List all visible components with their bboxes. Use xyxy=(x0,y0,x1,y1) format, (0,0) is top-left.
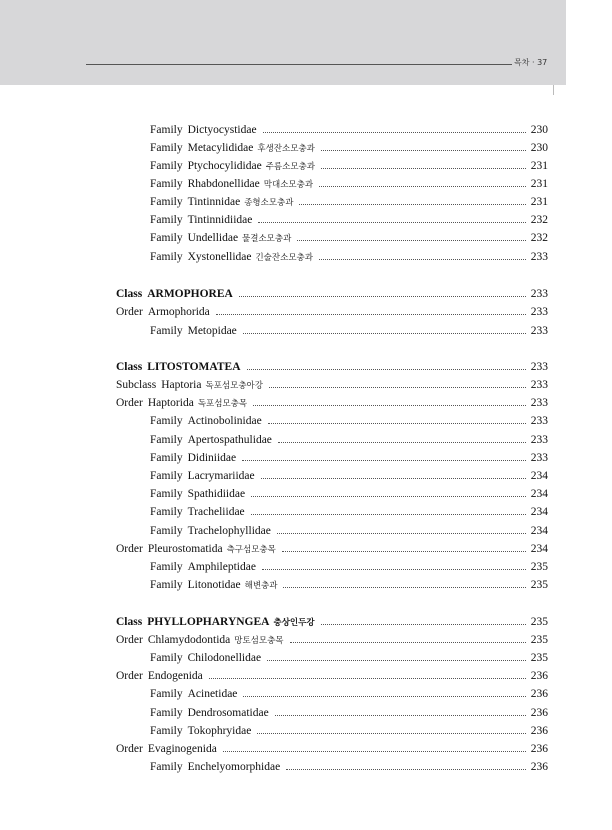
toc-page-number: 231 xyxy=(530,160,548,172)
toc-page-number: 231 xyxy=(530,196,548,208)
toc-dot-leader xyxy=(243,696,526,697)
toc-page-number: 233 xyxy=(530,379,548,391)
toc-korean-name: 종형소모충과 xyxy=(244,198,294,208)
toc-korean-name: 충상인두강 xyxy=(273,618,315,628)
toc-page-number: 230 xyxy=(530,142,548,154)
toc-korean-name: 막대소모충과 xyxy=(263,180,314,190)
toc-entry-label xyxy=(116,669,203,683)
toc-korean-name: 측구섬모충목 xyxy=(226,545,276,555)
toc-entry[interactable] xyxy=(0,414,612,432)
toc-taxon-name: Spathidiidae xyxy=(187,488,246,500)
toc-entry-label xyxy=(116,305,210,319)
toc-korean-name: 해변충과 xyxy=(244,581,278,591)
toc-entry[interactable] xyxy=(0,578,612,596)
toc-entry-label xyxy=(150,560,256,574)
toc-entry-label xyxy=(116,542,276,557)
toc-taxon-name: Rhabdonellidae xyxy=(187,178,260,190)
toc-taxon-name: Tokophryidae xyxy=(187,725,252,737)
toc-taxon-name: Undellidae xyxy=(187,232,239,244)
toc-rank: Family xyxy=(150,452,183,464)
toc-entry[interactable] xyxy=(0,195,612,213)
toc-entry-label xyxy=(116,360,241,374)
toc-entry-label xyxy=(150,213,252,227)
toc-entry-label xyxy=(150,760,280,774)
toc-entry-label xyxy=(150,324,237,338)
toc-entry-label xyxy=(150,724,251,738)
toc-dot-leader xyxy=(261,478,526,479)
toc-dot-leader xyxy=(239,296,526,297)
toc-page-number: 236 xyxy=(530,688,548,700)
toc-entry[interactable] xyxy=(0,305,612,323)
toc-page-number: 233 xyxy=(530,361,548,373)
toc-dot-leader xyxy=(283,587,526,588)
toc-taxon-name: Amphileptidae xyxy=(187,561,256,573)
toc-entry-label xyxy=(116,633,284,648)
toc-korean-name: 후생잔소모충과 xyxy=(257,144,315,154)
toc-entry[interactable] xyxy=(0,651,612,669)
toc-entry-label xyxy=(150,250,313,265)
toc-entry[interactable] xyxy=(0,159,612,177)
toc-entry[interactable] xyxy=(0,141,612,159)
toc-rank: Family xyxy=(150,325,183,337)
toc-entry[interactable] xyxy=(0,287,612,305)
toc-taxon-name: LITOSTOMATEA xyxy=(147,361,241,373)
toc-rank: Family xyxy=(150,232,183,244)
toc-entry[interactable] xyxy=(0,123,612,141)
toc-entry[interactable] xyxy=(0,378,612,396)
toc-dot-leader xyxy=(321,150,526,151)
toc-taxon-name: Trachelophyllidae xyxy=(187,525,271,537)
toc-page-number: 235 xyxy=(530,634,548,646)
toc-dot-leader xyxy=(242,460,526,461)
toc-rank: Order xyxy=(116,634,143,646)
toc-rank: Family xyxy=(150,488,183,500)
toc-entry[interactable] xyxy=(0,633,612,651)
toc-rank: Family xyxy=(150,160,183,172)
toc-page-number: 233 xyxy=(530,288,548,300)
toc-entry[interactable] xyxy=(0,487,612,505)
toc-entry-label xyxy=(150,123,257,137)
toc-taxon-name: Ptychocylididae xyxy=(187,160,262,172)
toc-rank: Order xyxy=(116,543,143,555)
toc-rank: Order xyxy=(116,306,143,318)
toc-taxon-name: Didiniidae xyxy=(187,452,237,464)
toc-rank: Family xyxy=(150,142,183,154)
toc-dot-leader xyxy=(297,240,526,241)
toc-dot-leader xyxy=(321,168,526,169)
toc-taxon-name: ARMOPHOREA xyxy=(147,288,233,300)
toc-entry-label xyxy=(150,451,236,465)
toc-entry[interactable] xyxy=(0,560,612,578)
toc-korean-name: 주름소모충과 xyxy=(265,162,315,172)
toc-rank: Family xyxy=(150,707,183,719)
toc-dot-leader xyxy=(299,204,526,205)
toc-dot-leader xyxy=(257,733,526,734)
toc-entry-label xyxy=(116,287,233,301)
toc-taxon-name: Metopidae xyxy=(187,325,237,337)
toc-taxon-name: Tracheliidae xyxy=(187,506,245,518)
toc-entry[interactable] xyxy=(0,396,612,414)
toc-dot-leader xyxy=(253,405,526,406)
toc-entry-label xyxy=(150,706,269,720)
toc-rank: Family xyxy=(150,251,183,263)
toc-entry-label xyxy=(150,524,271,538)
toc-entry-label xyxy=(150,414,262,428)
toc-page-number: 233 xyxy=(530,325,548,337)
toc-entry[interactable] xyxy=(0,760,612,778)
toc-page-number: 232 xyxy=(530,214,548,226)
toc-rank: Family xyxy=(150,506,183,518)
toc-entry[interactable] xyxy=(0,177,612,195)
toc-taxon-name: Armophorida xyxy=(147,306,210,318)
toc-rank: Class xyxy=(116,616,143,628)
toc-entry[interactable] xyxy=(0,451,612,469)
toc-page-number: 233 xyxy=(530,415,548,427)
toc-entry[interactable] xyxy=(0,742,612,760)
toc-dot-leader xyxy=(251,514,526,515)
toc-entry-label xyxy=(150,651,261,665)
toc-entry[interactable] xyxy=(0,360,612,378)
toc-entry[interactable] xyxy=(0,706,612,724)
toc-page-number: 233 xyxy=(530,251,548,263)
toc-page-number: 235 xyxy=(530,579,548,591)
toc-dot-leader xyxy=(275,715,526,716)
toc-entry[interactable] xyxy=(0,687,612,705)
toc-dot-leader xyxy=(319,259,526,260)
toc-page-number: 233 xyxy=(530,306,548,318)
toc-entry-label xyxy=(116,396,247,411)
toc-entry-label xyxy=(116,378,263,393)
toc-page-number: 231 xyxy=(530,178,548,190)
toc-dot-leader xyxy=(243,333,526,334)
toc-page-number: 233 xyxy=(530,452,548,464)
toc-page-number: 230 xyxy=(530,124,548,136)
toc-taxon-name: Tintinnidae xyxy=(187,196,241,208)
toc-taxon-name: Metacylididae xyxy=(187,142,254,154)
toc-entry[interactable] xyxy=(0,250,612,268)
toc-entry-label xyxy=(150,487,245,501)
toc-dot-leader xyxy=(268,423,526,424)
toc-taxon-name: Litonotidae xyxy=(187,579,241,591)
toc-taxon-name: Apertospathulidae xyxy=(187,434,272,446)
toc-page-number: 236 xyxy=(530,707,548,719)
toc-taxon-name: Chlamydodontida xyxy=(147,634,231,646)
toc-taxon-name: Acinetidae xyxy=(187,688,238,700)
toc-entry[interactable] xyxy=(0,231,612,249)
toc-page-number: 233 xyxy=(530,397,548,409)
toc-entry[interactable] xyxy=(0,505,612,523)
toc-taxon-name: Chilodonellidae xyxy=(187,652,262,664)
toc-korean-name: 물결소모충과 xyxy=(242,234,292,244)
toc-dot-leader xyxy=(263,132,526,133)
toc-taxon-name: Evaginogenida xyxy=(147,743,217,755)
toc-rank: Order xyxy=(116,743,143,755)
toc-taxon-name: Actinobolinidae xyxy=(187,415,262,427)
toc-dot-leader xyxy=(209,678,526,679)
toc-taxon-name: Endogenida xyxy=(147,670,203,682)
toc-page-number: 234 xyxy=(530,543,548,555)
toc-taxon-name: Dendrosomatidae xyxy=(187,707,269,719)
toc-entry-label xyxy=(150,177,313,192)
toc-rank: Family xyxy=(150,561,183,573)
toc-rank: Family xyxy=(150,124,183,136)
toc-page-number: 233 xyxy=(530,434,548,446)
toc-dot-leader xyxy=(262,569,526,570)
toc-rank: Class xyxy=(116,361,143,373)
toc-dot-leader xyxy=(251,496,526,497)
toc-rank: Family xyxy=(150,470,183,482)
toc-dot-leader xyxy=(321,624,526,625)
toc-entry[interactable] xyxy=(0,669,612,687)
toc-dot-leader xyxy=(223,751,526,752)
toc-rank: Family xyxy=(150,761,183,773)
toc-dot-leader xyxy=(286,769,526,770)
toc-entry-label xyxy=(150,141,315,156)
toc-rank: Family xyxy=(150,652,183,664)
toc-entry-label xyxy=(150,195,293,210)
toc-entry-label xyxy=(150,433,272,447)
toc-entry[interactable] xyxy=(0,542,612,560)
toc-entry-label xyxy=(150,687,237,701)
toc-page-number: 234 xyxy=(530,488,548,500)
toc-rank: Subclass xyxy=(116,379,157,391)
toc-page-number: 232 xyxy=(530,232,548,244)
toc-entry[interactable] xyxy=(0,724,612,742)
toc-entry-label xyxy=(150,578,277,593)
toc-rank: Family xyxy=(150,579,183,591)
toc-dot-leader xyxy=(290,642,526,643)
toc-korean-name: 망토섬모충목 xyxy=(234,636,284,646)
toc-page-number: 235 xyxy=(530,652,548,664)
toc-taxon-name: Lacrymariidae xyxy=(187,470,255,482)
toc-taxon-name: Xystonellidae xyxy=(187,251,252,263)
toc-entry[interactable] xyxy=(0,213,612,231)
header-page-label: 목차 · 37 xyxy=(514,58,548,67)
toc-entry-label xyxy=(116,615,315,630)
toc-dot-leader xyxy=(216,314,526,315)
toc-page-number: 236 xyxy=(530,761,548,773)
toc-taxon-name: Haptorida xyxy=(147,397,194,409)
toc-dot-leader xyxy=(278,442,526,443)
toc-korean-name: 독포섬모충목 xyxy=(197,399,248,409)
toc-dot-leader xyxy=(282,551,526,552)
toc-dot-leader xyxy=(258,222,526,223)
toc-rank: Family xyxy=(150,415,183,427)
toc-taxon-name: Pleurostomatida xyxy=(147,543,223,555)
toc-dot-leader xyxy=(269,387,526,388)
toc-entry[interactable] xyxy=(0,324,612,342)
toc-page-number: 234 xyxy=(530,470,548,482)
toc-entry[interactable] xyxy=(0,469,612,487)
toc-taxon-name: PHYLLOPHARYNGEA xyxy=(147,616,270,628)
toc-rank: Family xyxy=(150,178,183,190)
toc-taxon-name: Tintinnidiidae xyxy=(187,214,253,226)
toc-rank: Class xyxy=(116,288,143,300)
toc-page-number: 236 xyxy=(530,670,548,682)
toc-entry-label xyxy=(150,469,255,483)
toc-rank: Family xyxy=(150,214,183,226)
toc-taxon-name: Haptoria xyxy=(161,379,202,391)
toc-entry[interactable] xyxy=(0,524,612,542)
toc-page-number: 235 xyxy=(530,561,548,573)
toc-entry-label xyxy=(150,505,245,519)
toc-taxon-name: Dictyocystidae xyxy=(187,124,257,136)
toc-page-number: 234 xyxy=(530,506,548,518)
toc-page-number: 236 xyxy=(530,743,548,755)
toc-entry-label xyxy=(150,231,291,246)
toc-rank: Family xyxy=(150,525,183,537)
toc-rank: Order xyxy=(116,670,143,682)
toc-rank: Family xyxy=(150,725,183,737)
toc-entry-label xyxy=(150,159,315,174)
toc-taxon-name: Enchelyomorphidae xyxy=(187,761,281,773)
toc-dot-leader xyxy=(319,186,526,187)
toc-rank: Family xyxy=(150,196,183,208)
toc-dot-leader xyxy=(267,660,526,661)
toc-korean-name: 독포섬모충아강 xyxy=(205,381,263,391)
toc-page-number: 236 xyxy=(530,725,548,737)
toc-korean-name: 긴술잔소모충과 xyxy=(255,253,313,263)
toc-entry[interactable] xyxy=(0,615,612,633)
toc-entry[interactable] xyxy=(0,433,612,451)
toc-dot-leader xyxy=(277,533,526,534)
toc-rank: Family xyxy=(150,688,183,700)
toc-page-number: 234 xyxy=(530,525,548,537)
toc-dot-leader xyxy=(247,369,526,370)
toc-rank: Family xyxy=(150,434,183,446)
toc-rank: Order xyxy=(116,397,143,409)
toc-page-number: 235 xyxy=(530,616,548,628)
toc-entry-label xyxy=(116,742,217,756)
